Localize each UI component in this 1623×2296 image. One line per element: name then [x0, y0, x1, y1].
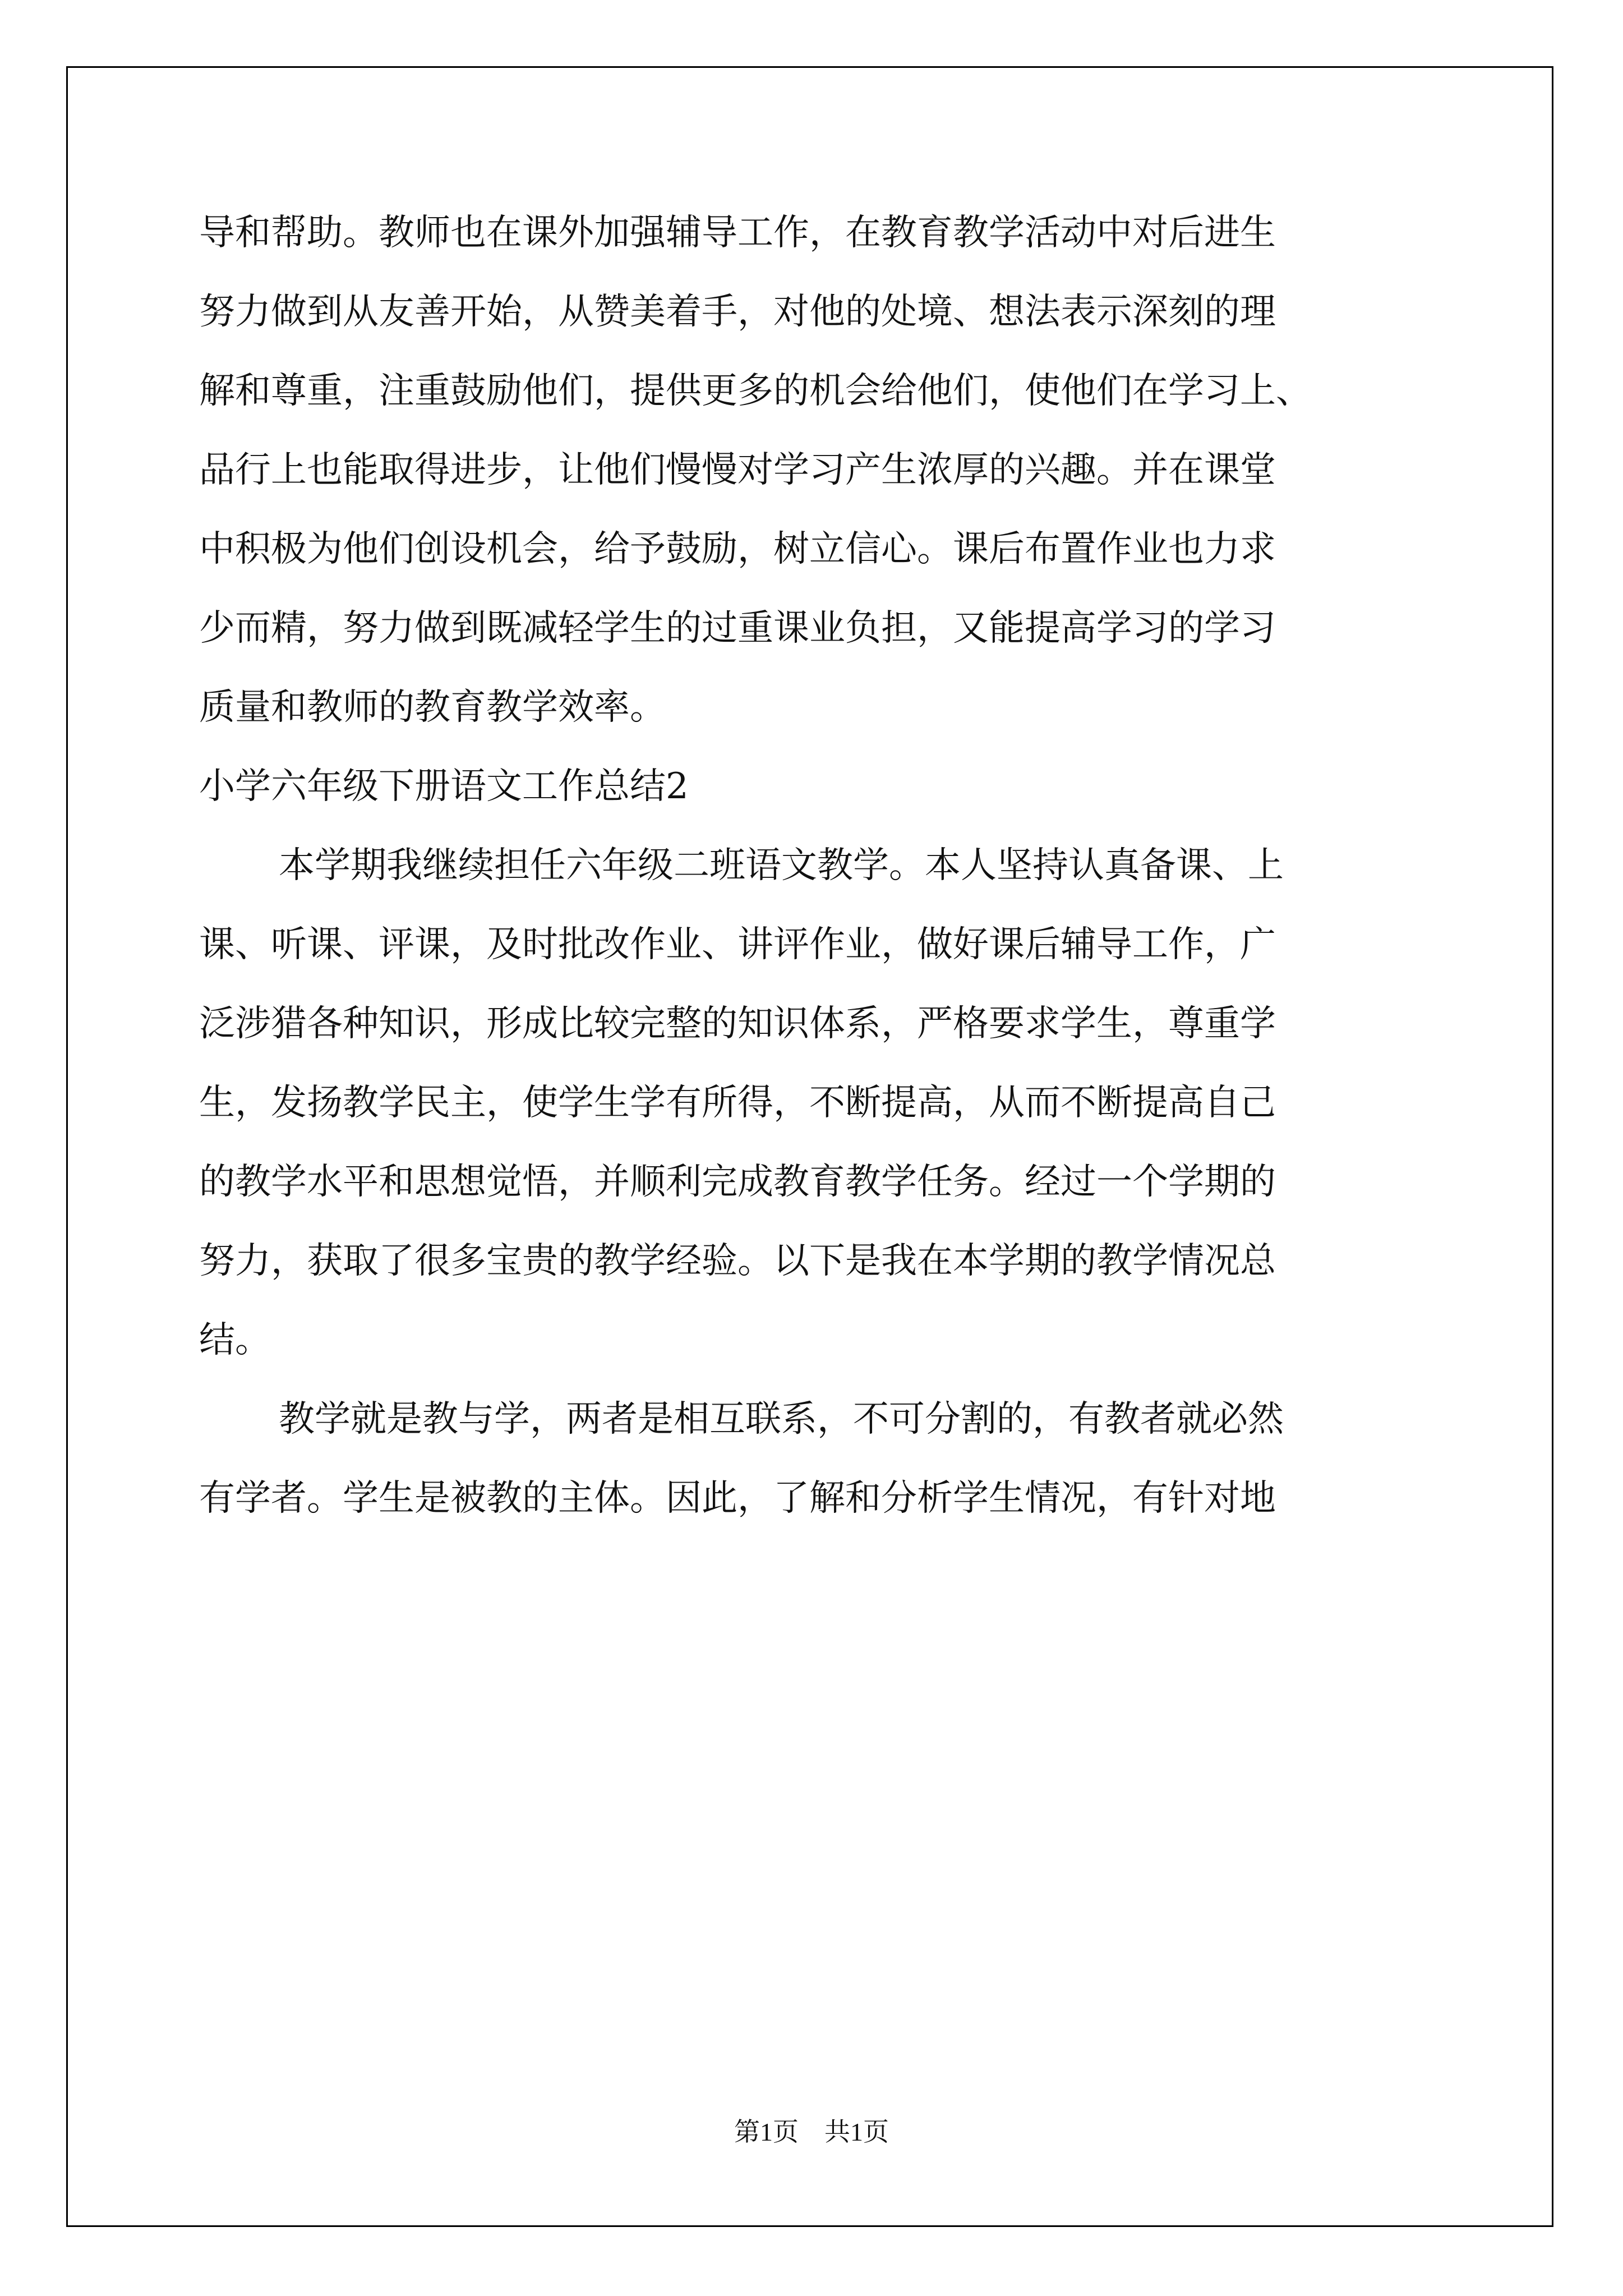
text-line: 泛涉猎各种知识，形成比较完整的知识体系，严格要求学生，尊重学: [199, 1003, 1276, 1045]
paragraph-first-line: 本学期我继续担任六年级二班语文教学。本人坚持认真备课、上: [279, 845, 1284, 886]
paragraph-first-line: 教学就是教与学，两者是相互联系，不可分割的，有教者就必然: [279, 1398, 1284, 1440]
section-heading: 小学六年级下册语文工作总结2: [199, 766, 689, 807]
text-line: 生，发扬教学民主，使学生学有所得，不断提高，从而不断提高自己: [199, 1082, 1276, 1124]
text-line: 努力做到从友善开始，从赞美着手，对他的处境、想法表示深刻的理: [199, 291, 1276, 333]
page-footer: 第1页 共1页: [734, 2118, 889, 2146]
text-line: 努力，获取了很多宝贵的教学经验。以下是我在本学期的教学情况总: [199, 1240, 1276, 1282]
text-line: 课、听课、评课，及时批改作业、讲评作业，做好课后辅导工作，广: [199, 924, 1276, 965]
text-line: 解和尊重，注重鼓励他们，提供更多的机会给他们，使他们在学习上、: [199, 370, 1312, 412]
text-line: 有学者。学生是被教的主体。因此，了解和分析学生情况，有针对地: [199, 1478, 1276, 1519]
text-line: 品行上也能取得进步，让他们慢慢对学习产生浓厚的兴趣。并在课堂: [199, 449, 1276, 491]
text-line: 结。: [199, 1319, 271, 1361]
text-line: 导和帮助。教师也在课外加强辅导工作，在教育教学活动中对后进生: [199, 212, 1276, 254]
text-line: 质量和教师的教育教学效率。: [199, 687, 666, 728]
text-line: 少而精，努力做到既减轻学生的过重课业负担，又能提高学习的学习: [199, 608, 1276, 649]
text-line: 中积极为他们创设机会，给予鼓励，树立信心。课后布置作业也力求: [199, 528, 1276, 570]
text-line: 的教学水平和思想觉悟，并顺利完成教育教学任务。经过一个学期的: [199, 1161, 1276, 1203]
document-body: [199, 210, 1506, 1555]
